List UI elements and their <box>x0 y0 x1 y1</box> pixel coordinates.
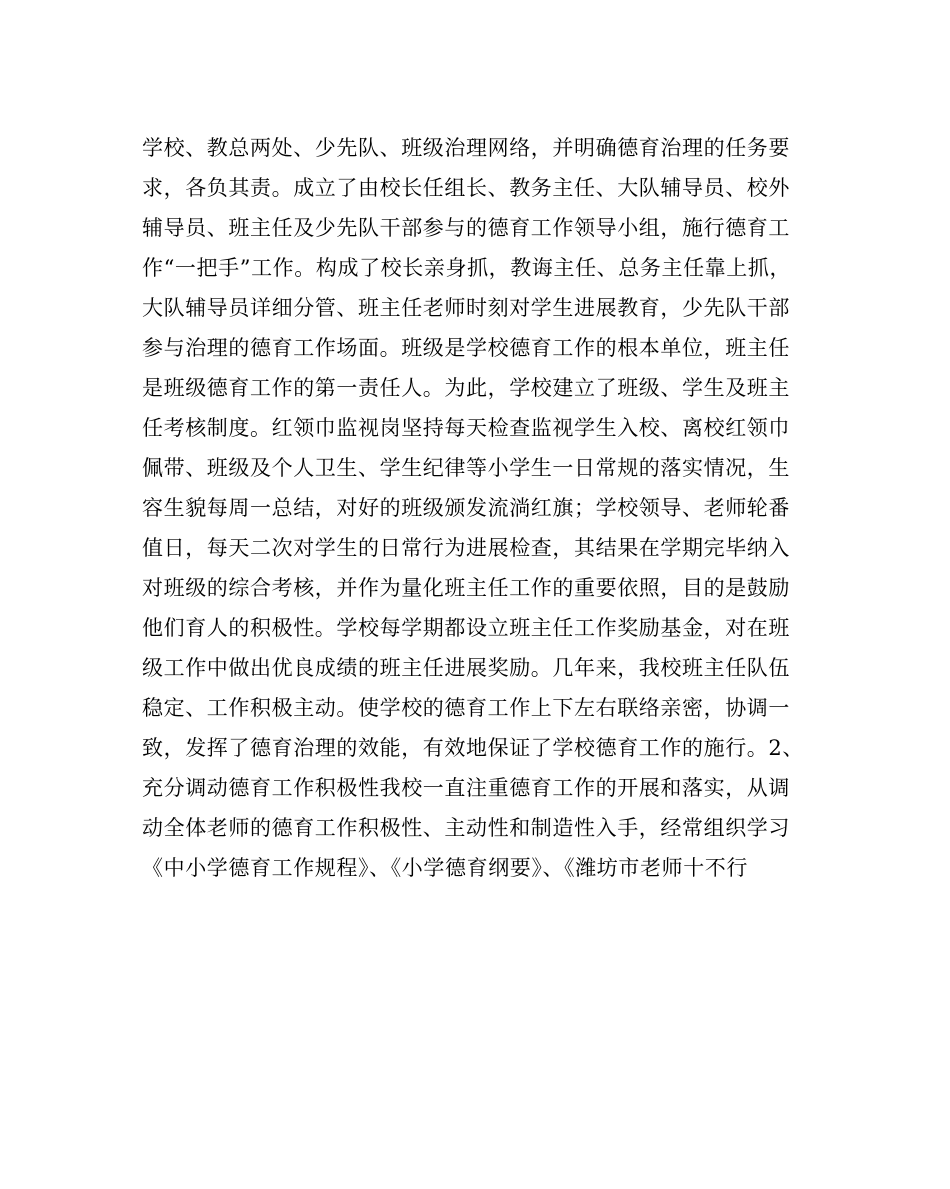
text-line: 级工作中做出优良成绩的班主任进展奖励。几年来，我校班主任队伍 <box>142 656 790 680</box>
text-line: 容生貌每周一总结，对好的班级颁发流淌红旗；学校领导、老师轮番 <box>142 496 790 520</box>
text-line: 动全体老师的德育工作积极性、主动性和制造性入手，经常组织学习 <box>142 816 790 840</box>
text-line: 对班级的综合考核，并作为量化班主任工作的重要依照，目的是鼓励 <box>142 576 790 600</box>
text-line: 作“一把手”工作。构成了校长亲身抓，教诲主任、总务主任靠上抓， <box>142 256 792 280</box>
text-line: 《中小学德育工作规程》、《小学德育纲要》、《潍坊市老师十不行 <box>142 856 748 880</box>
text-line: 大队辅导员详细分管、班主任老师时刻对学生进展教育，少先队干部 <box>142 296 790 320</box>
text-line: 学校、教总两处、少先队、班级治理网络，并明确德育治理的任务要 <box>142 136 790 160</box>
text-line: 辅导员、班主任及少先队干部参与的德育工作领导小组，施行德育工 <box>142 216 790 240</box>
text-line: 稳定、工作积极主动。使学校的德育工作上下左右联络亲密，协调一 <box>142 696 790 720</box>
text-line: 是班级德育工作的第一责任人。为此，学校建立了班级、学生及班主 <box>142 376 790 400</box>
text-line: 充分调动德育工作积极性我校一直注重德育工作的开展和落实，从调 <box>142 776 790 800</box>
body-text <box>142 128 807 888</box>
text-line: 任考核制度。红领巾监视岗坚持每天检查监视学生入校、离校红领巾 <box>142 416 790 440</box>
text-line: 致，发挥了德育治理的效能，有效地保证了学校德育工作的施行。2、 <box>142 736 804 760</box>
text-line: 佩带、班级及个人卫生、学生纪律等小学生一日常规的落实情况，生 <box>142 456 790 480</box>
text-line: 值日，每天二次对学生的日常行为进展检查，其结果在学期完毕纳入 <box>142 536 790 560</box>
text-line: 他们育人的积极性。学校每学期都设立班主任工作奖励基金，对在班 <box>142 616 790 640</box>
text-line: 求，各负其责。成立了由校长任组长、教务主任、大队辅导员、校外 <box>142 176 790 200</box>
text-line: 参与治理的德育工作场面。班级是学校德育工作的根本单位，班主任 <box>142 336 790 360</box>
